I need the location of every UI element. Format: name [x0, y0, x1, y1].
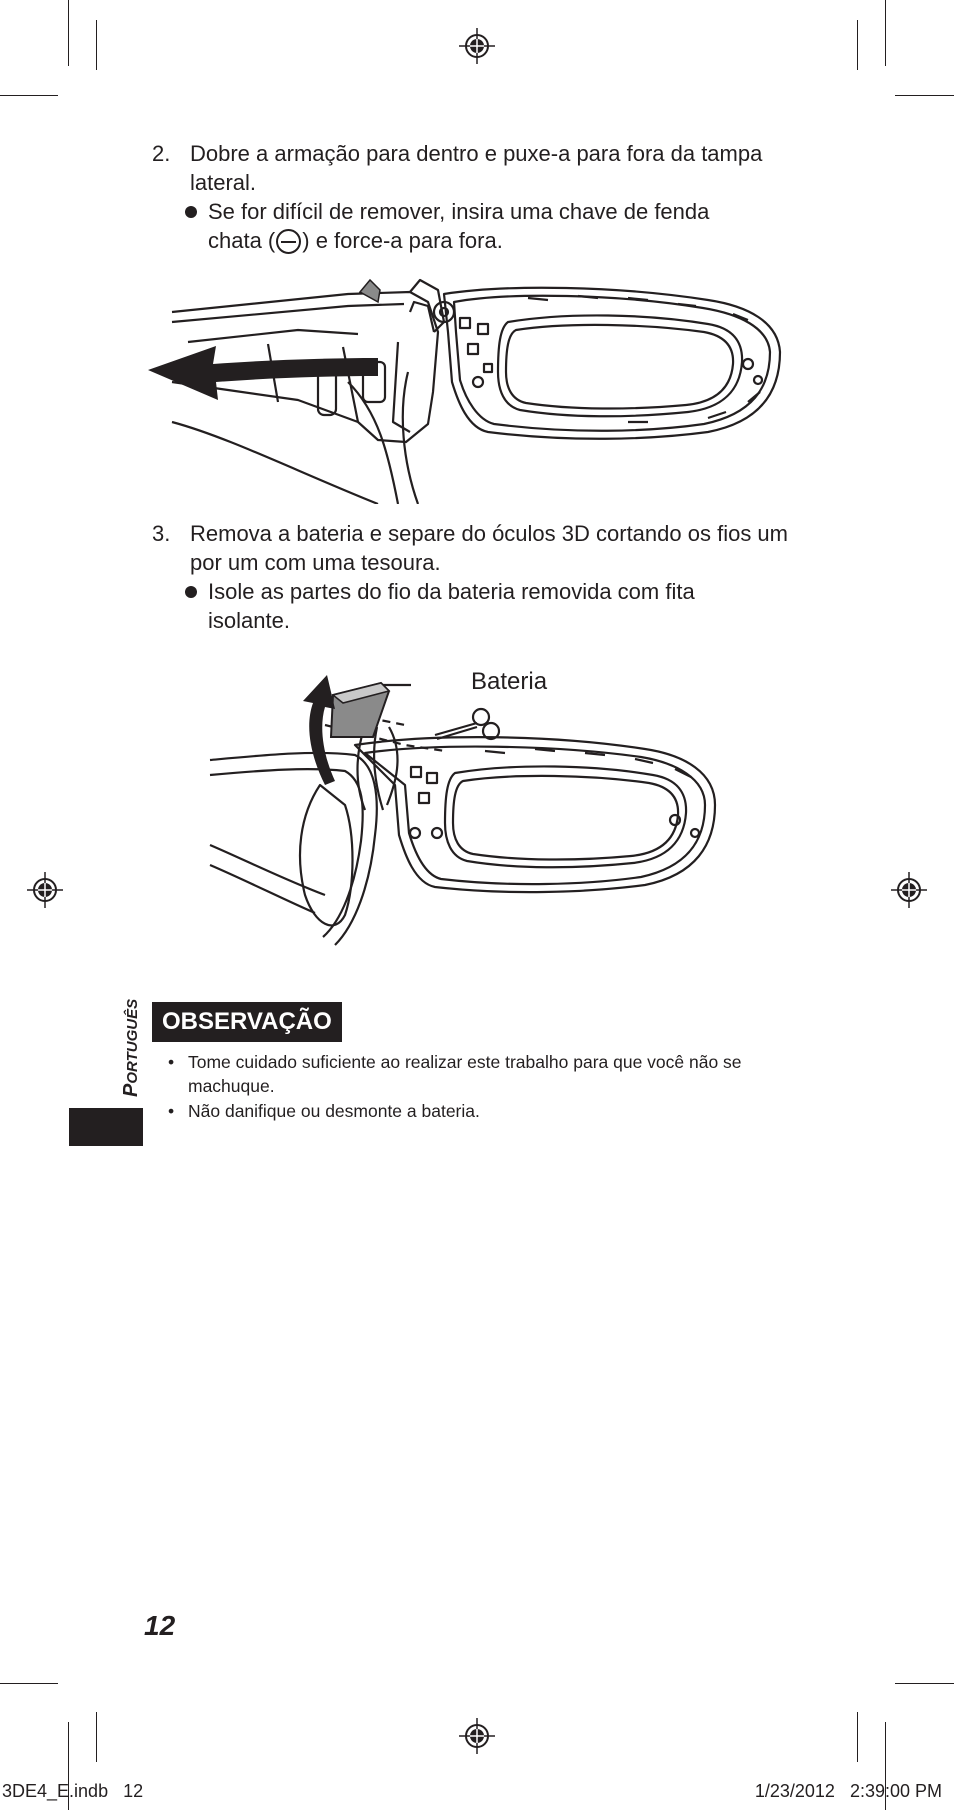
crop-mark — [68, 0, 69, 66]
figure-remove-frame — [148, 272, 788, 504]
flat-screwdriver-icon — [276, 229, 301, 254]
note-bullet: • — [168, 1052, 175, 1072]
note-bullet: • — [168, 1101, 175, 1121]
crop-mark — [857, 20, 858, 70]
language-tab — [69, 1108, 143, 1146]
note-text: Tome cuidado suficiente ao realizar este trabalho para que você não se machuque. — [188, 1052, 742, 1096]
crop-mark — [885, 0, 886, 66]
note-text: Não danifique ou desmonte a bateria. — [188, 1101, 480, 1121]
crop-mark — [895, 95, 954, 96]
crop-mark — [895, 1683, 954, 1684]
step-number: 3. — [152, 521, 171, 546]
crop-mark — [96, 1712, 97, 1762]
registration-mark-icon — [889, 870, 929, 910]
crop-mark — [96, 20, 97, 70]
footer-datetime: 1/23/2012 2:39:00 PM — [754, 1781, 942, 1801]
registration-mark-icon — [457, 1716, 497, 1756]
step-number: 2. — [152, 141, 171, 166]
figure-remove-battery — [205, 655, 725, 955]
page-number: 12 — [144, 1610, 176, 1641]
bullet-dot-icon — [185, 586, 197, 598]
bullet-text: Isole as partes do fio da bateria removida com fita isolante. — [208, 579, 695, 633]
bullet-text-end: ) e force-a para fora. — [302, 228, 503, 253]
registration-mark-icon — [457, 26, 497, 66]
battery-callout-label: Bateria — [471, 668, 548, 695]
note-heading: OBSERVAÇÃO — [152, 1002, 342, 1042]
step-text: Dobre a armação para dentro e puxe-a para fora da tampa lateral. — [190, 141, 763, 195]
crop-mark — [0, 95, 58, 96]
crop-mark — [0, 1683, 58, 1684]
step-text: Remova a bateria e separe do óculos 3D cortando os fios um por um com uma tesoura. — [190, 521, 788, 575]
crop-mark — [857, 1712, 858, 1762]
footer-file-info: 3DE4_E.indb 12 — [2, 1781, 144, 1801]
language-side-label: PORTUGUÊS — [120, 998, 142, 1097]
registration-mark-icon — [25, 870, 65, 910]
bullet-dot-icon — [185, 206, 197, 218]
bullet-text: Se for difícil de remover, insira uma chave de fenda chata ( — [208, 199, 710, 253]
